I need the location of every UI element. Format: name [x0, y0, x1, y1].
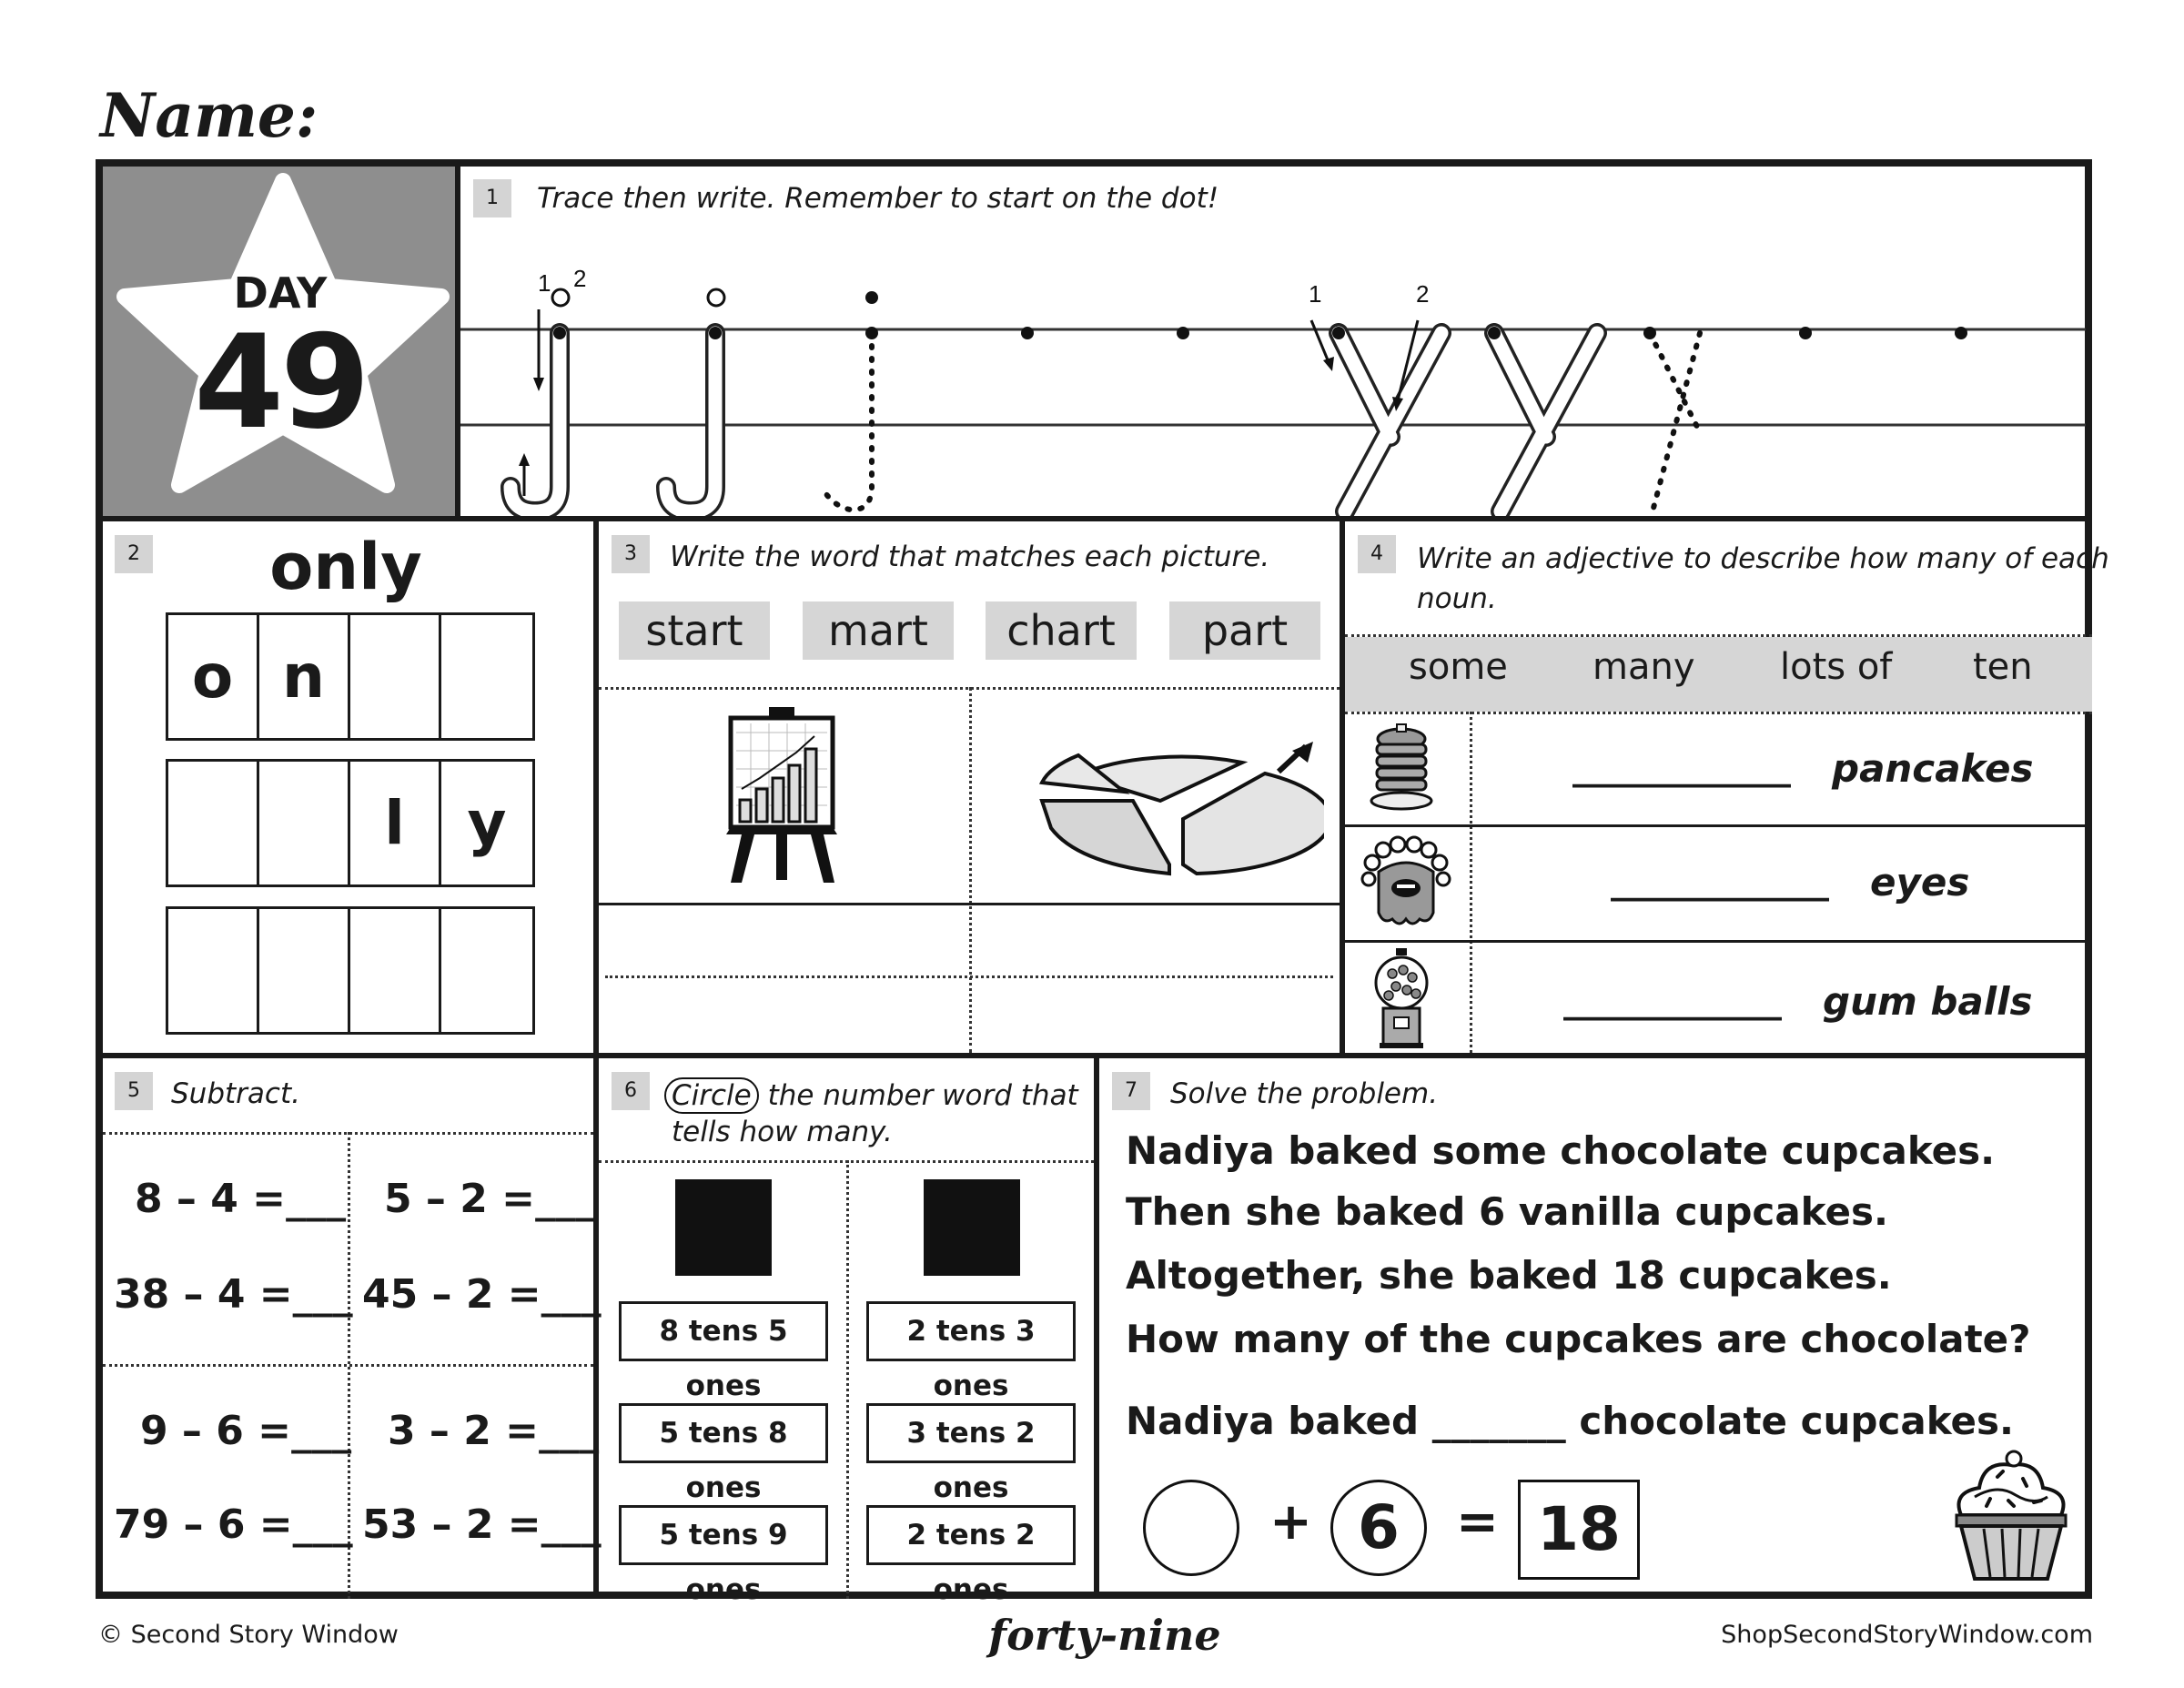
- section-number: 1: [473, 179, 511, 217]
- letter-cell[interactable]: [166, 906, 259, 1035]
- dotted-divider: [1470, 712, 1472, 1053]
- equals-sign: =: [1456, 1492, 1499, 1552]
- answer-blank[interactable]: ____________: [1572, 746, 1791, 788]
- section-number: 7: [1112, 1072, 1150, 1110]
- letter-cell: y: [439, 759, 535, 887]
- answer-blank[interactable]: ___: [539, 1408, 600, 1454]
- word-bank-item: many: [1592, 646, 1695, 688]
- dotted-divider: [846, 1160, 849, 1599]
- day-number: 49: [194, 308, 367, 458]
- gumball-machine-icon: [1374, 948, 1429, 1048]
- plus-sign: +: [1269, 1492, 1312, 1552]
- letter-row-1[interactable]: [166, 612, 535, 741]
- missing-addend-circle[interactable]: [1143, 1480, 1239, 1576]
- subtraction-problem[interactable]: [114, 1271, 353, 1318]
- answer-choice[interactable]: 2 tens 2 ones: [866, 1505, 1076, 1565]
- subtraction-problem[interactable]: [388, 1408, 599, 1454]
- adjective-bank: [1345, 637, 2092, 712]
- dotted-divider: [969, 687, 972, 1053]
- subtraction-problem[interactable]: [362, 1271, 602, 1318]
- instruction-rest: the number word that: [767, 1079, 1078, 1112]
- hundred-block: [924, 1179, 1020, 1276]
- equation: 3 – 2 =: [388, 1408, 540, 1454]
- divider: [1345, 940, 2092, 943]
- answer-choice[interactable]: 5 tens 9 ones: [619, 1505, 828, 1565]
- letter-cell: n: [257, 612, 350, 741]
- answer-blank[interactable]: ___: [535, 1176, 596, 1222]
- letter-cell: l: [348, 759, 441, 887]
- letter-cell: [166, 759, 259, 887]
- instruction: Trace then write. Remember to start on the dot!: [537, 182, 1219, 215]
- section-number: 5: [115, 1072, 153, 1110]
- answer-blank[interactable]: ___: [541, 1271, 602, 1318]
- letter-cell: o: [166, 612, 259, 741]
- answer-choice[interactable]: 5 tens 8 ones: [619, 1403, 828, 1463]
- dotted-divider: [103, 1364, 593, 1367]
- subtraction-problem[interactable]: [384, 1176, 595, 1222]
- equation: 38 – 4 =: [114, 1271, 293, 1318]
- divider: [1094, 1053, 1099, 1599]
- answer-pre: Nadiya baked: [1126, 1399, 1420, 1443]
- word-bank-item: mart: [803, 601, 954, 660]
- section-number: 3: [612, 535, 650, 573]
- addend-circle: 6: [1330, 1480, 1427, 1576]
- word-bank-item: start: [619, 601, 770, 660]
- instruction: [664, 1077, 1078, 1114]
- instruction: tells how many.: [672, 1116, 893, 1148]
- equation: 53 – 2 =: [362, 1501, 541, 1548]
- answer-blank[interactable]: ___: [541, 1501, 602, 1548]
- day-panel: [103, 167, 458, 516]
- stroke-number: 2: [1416, 280, 1430, 308]
- letter-cell: [439, 612, 535, 741]
- letter-cell[interactable]: [439, 906, 535, 1035]
- answer-blank[interactable]: ____________: [1563, 979, 1782, 1021]
- section-number: 4: [1358, 535, 1396, 573]
- divider: [1345, 824, 2092, 827]
- answer-blank[interactable]: ___: [292, 1271, 353, 1318]
- letter-cell: [257, 759, 350, 887]
- instruction: Write an adjective to describe how many of each: [1417, 542, 2109, 575]
- section-number: 6: [612, 1072, 650, 1110]
- story-line: How many of the cupcakes are chocolate?: [1126, 1317, 2031, 1361]
- stroke-number: 1: [538, 269, 551, 297]
- dotted-divider: [1345, 712, 2092, 714]
- answer-sentence: [1126, 1399, 2014, 1443]
- word-bank-item: lots of: [1780, 646, 1893, 688]
- stroke-number: 1: [1309, 280, 1322, 308]
- letter-cell[interactable]: [257, 906, 350, 1035]
- pie-chart-icon: [1024, 719, 1324, 878]
- equation: 8 – 4 =: [135, 1176, 287, 1222]
- letter-row-2[interactable]: [166, 759, 535, 887]
- story-line: Altogether, she baked 18 cupcakes.: [1126, 1253, 1892, 1298]
- subtraction-problem[interactable]: [140, 1408, 351, 1454]
- hundred-block: [675, 1179, 772, 1276]
- monster-icon: [1356, 835, 1456, 931]
- equation: 79 – 6 =: [114, 1501, 293, 1548]
- answer-blank[interactable]: ___: [291, 1408, 352, 1454]
- word-bank-item: part: [1169, 601, 1320, 660]
- name-label: Name:: [100, 80, 318, 151]
- word-bank-item: some: [1409, 646, 1508, 688]
- answer-choice[interactable]: 2 tens 3 ones: [866, 1301, 1076, 1361]
- day-label: DAY: [233, 268, 328, 318]
- sight-word: only: [269, 530, 422, 604]
- noun-label: gum balls: [1823, 979, 2033, 1024]
- answer-blank[interactable]: ___: [286, 1176, 347, 1222]
- website-link[interactable]: ShopSecondStoryWindow.com: [1721, 1621, 2093, 1649]
- subtraction-problem[interactable]: [114, 1501, 353, 1548]
- letter-cell: [348, 612, 441, 741]
- stroke-number: 2: [573, 265, 587, 292]
- answer-blank[interactable]: ____________: [1611, 860, 1829, 902]
- circle-word: Circle: [664, 1077, 759, 1114]
- instruction: Subtract.: [171, 1077, 300, 1110]
- pancakes-icon: [1370, 721, 1433, 814]
- answer-blank[interactable]: _______: [1431, 1399, 1566, 1443]
- total-box: 18: [1518, 1480, 1640, 1580]
- divider: [96, 516, 2092, 521]
- answer-post: chocolate cupcakes.: [1579, 1399, 2014, 1443]
- divider: [1340, 516, 1345, 1056]
- answer-blank[interactable]: ___: [292, 1501, 353, 1548]
- chart-easel-icon: [723, 705, 842, 883]
- instruction: Solve the problem.: [1170, 1077, 1439, 1110]
- letter-cell[interactable]: [348, 906, 441, 1035]
- cupcake-icon: [1943, 1442, 2079, 1588]
- letter-row-3[interactable]: [166, 906, 535, 1035]
- subtraction-problem[interactable]: [135, 1176, 346, 1222]
- writing-line[interactable]: [605, 975, 1333, 978]
- page-word: forty-nine: [988, 1611, 1221, 1660]
- divider: [599, 903, 1340, 905]
- noun-label: eyes: [1870, 860, 1970, 905]
- word-bank-item: ten: [1973, 646, 2033, 688]
- handwriting-area[interactable]: [460, 246, 2086, 516]
- instruction: Write the word that matches each picture.: [670, 541, 1270, 573]
- instruction: noun.: [1417, 582, 1497, 615]
- subtraction-problem[interactable]: [362, 1501, 602, 1548]
- equation: 9 – 6 =: [140, 1408, 292, 1454]
- story-line: Then she baked 6 vanilla cupcakes.: [1126, 1189, 1888, 1234]
- copyright: © Second Story Window: [98, 1621, 399, 1649]
- equation: 5 – 2 =: [384, 1176, 536, 1222]
- section-number: 2: [115, 535, 153, 573]
- noun-label: pancakes: [1832, 746, 2034, 791]
- answer-choice[interactable]: 8 tens 5 ones: [619, 1301, 828, 1361]
- story-line: Nadiya baked some chocolate cupcakes.: [1126, 1128, 1996, 1173]
- word-bank-item: chart: [986, 601, 1137, 660]
- answer-choice[interactable]: 3 tens 2 ones: [866, 1403, 1076, 1463]
- equation: 45 – 2 =: [362, 1271, 541, 1318]
